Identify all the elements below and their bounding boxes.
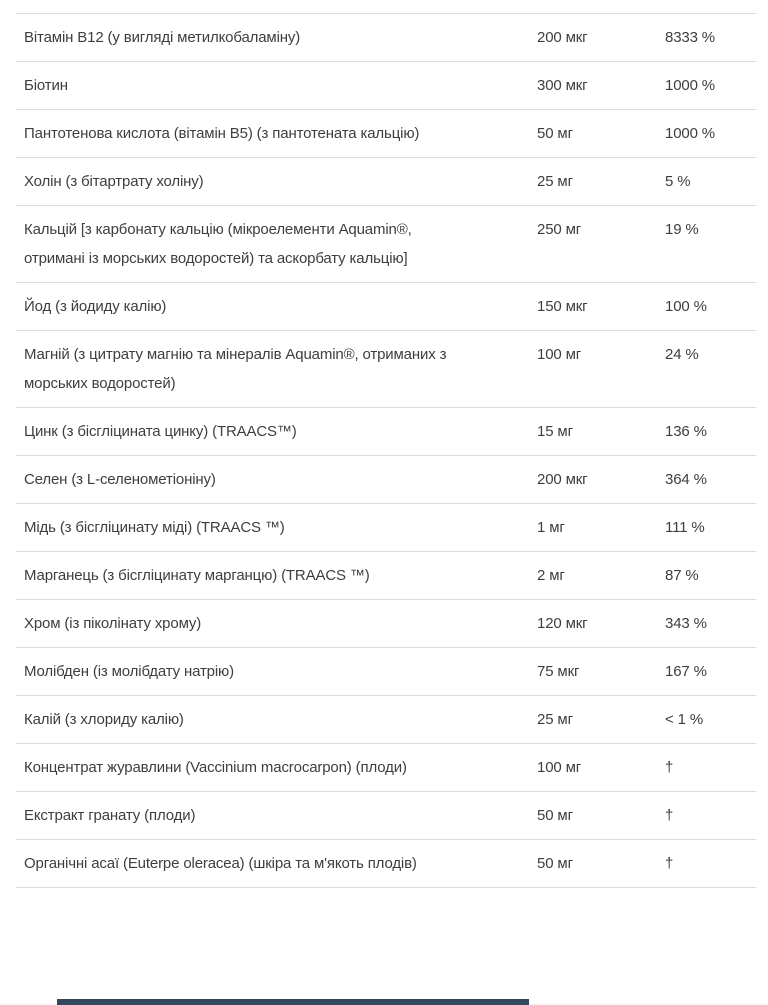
ingredient-amount: 25 мг	[537, 173, 573, 190]
table-row	[16, 504, 756, 552]
table-row	[16, 283, 756, 331]
ingredient-amount: 100 мг	[537, 759, 582, 776]
ingredient-dv-percent: †	[665, 759, 674, 776]
ingredient-amount: 100 мг	[537, 346, 582, 363]
ingredient-amount: 200 мкг	[537, 29, 588, 46]
ingredient-name: Селен (з L-селенометіоніну)	[24, 471, 216, 488]
ingredient-name: Мідь (з бісгліцинату міді) (TRAACS ™)	[24, 519, 285, 536]
ingredient-name: Екстракт гранату (плоди)	[24, 807, 196, 824]
table-row	[16, 456, 756, 504]
ingredient-amount: 300 мкг	[537, 77, 588, 94]
table-row	[16, 62, 756, 110]
ingredient-name: Марганець (з бісгліцинату марганцю) (TRAACS ™)	[24, 567, 370, 584]
ingredient-dv-percent: 111 %	[665, 519, 705, 536]
ingredient-dv-percent: 1000 %	[665, 125, 715, 142]
ingredient-dv-percent: 364 %	[665, 471, 707, 488]
ingredient-amount: 15 мг	[537, 423, 573, 440]
ingredient-name: Органічні асаї (Euterpe oleracea) (шкіра та м'якоть плодів)	[24, 855, 417, 872]
table-row	[16, 14, 756, 62]
ingredient-amount: 2 мг	[537, 567, 565, 584]
ingredient-dv-percent: 24 %	[665, 346, 699, 363]
ingredient-dv-percent: < 1 %	[665, 711, 704, 728]
ingredient-name: Концентрат журавлини (Vaccinium macrocarpon) (плоди)	[24, 759, 407, 776]
ingredient-name: Хром (із піколінату хрому)	[24, 615, 202, 632]
table-row	[16, 696, 756, 744]
ingredient-dv-percent: 136 %	[665, 423, 707, 440]
table-row	[16, 331, 756, 408]
ingredient-dv-percent: 8333 %	[665, 29, 715, 46]
table-row	[16, 648, 756, 696]
ingredient-name: Холін (з бітартрату холіну)	[24, 173, 204, 190]
ingredient-name: Йод (з йодиду калію)	[24, 298, 167, 315]
ingredient-amount: 120 мкг	[537, 615, 588, 632]
table-row	[16, 840, 756, 888]
ingredient-amount: 50 мг	[537, 855, 573, 872]
ingredient-dv-percent: 343 %	[665, 615, 707, 632]
ingredient-dv-percent: †	[665, 807, 674, 824]
supplement-facts-table	[16, 13, 756, 888]
ingredient-amount: 1 мг	[537, 519, 565, 536]
ingredient-amount: 50 мг	[537, 125, 573, 142]
ingredient-amount: 75 мкг	[537, 663, 580, 680]
ingredient-dv-percent: 1000 %	[665, 77, 715, 94]
ingredient-amount: 50 мг	[537, 807, 573, 824]
ingredient-amount: 25 мг	[537, 711, 573, 728]
table-row	[16, 158, 756, 206]
table-row	[16, 552, 756, 600]
table-row	[16, 744, 756, 792]
ingredient-amount: 150 мкг	[537, 298, 588, 315]
ingredient-name: Пантотенова кислота (вітамін B5) (з пантотената кальцію)	[24, 125, 420, 142]
table-row	[16, 600, 756, 648]
ingredient-name: Калій (з хлориду калію)	[24, 711, 184, 728]
ingredient-name: Біотин	[24, 77, 68, 94]
ingredient-name: Вітамін B12 (у вигляді метилкобаламіну)	[24, 29, 301, 46]
ingredient-name: Молібден (із молібдату натрію)	[24, 663, 234, 680]
ingredient-name: Магній (з цитрату магнію та мінералів Aquamin®, отриманих з морських водоростей)	[24, 346, 447, 392]
ingredient-amount: 250 мг	[537, 221, 582, 238]
ingredient-dv-percent: 87 %	[665, 567, 699, 584]
table-row	[16, 792, 756, 840]
ingredient-dv-percent: 19 %	[665, 221, 699, 238]
table-row	[16, 110, 756, 158]
table-row	[16, 408, 756, 456]
ingredient-dv-percent: 100 %	[665, 298, 707, 315]
table-row	[16, 206, 756, 283]
ingredient-dv-percent: †	[665, 855, 674, 872]
ingredient-amount: 200 мкг	[537, 471, 588, 488]
ingredient-name: Цинк (з бісгліцината цинку) (TRAACS™)	[24, 423, 297, 440]
ingredient-name: Кальцій [з карбонату кальцію (мікроелементи Aquamin®, отримані із морських водоростей) та аскорбату кальцію]	[24, 221, 412, 267]
next-section-bar	[57, 999, 529, 1005]
ingredient-dv-percent: 167 %	[665, 663, 707, 680]
ingredient-dv-percent: 5 %	[665, 173, 691, 190]
